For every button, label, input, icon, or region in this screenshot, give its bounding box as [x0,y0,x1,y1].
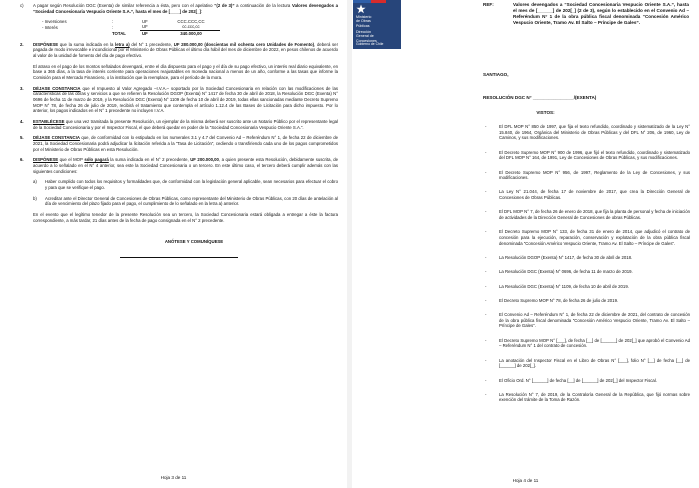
item-c-text: A pagar según Resolución DGC (Exenta) de similar referencia a ésta, pero con el apelativo “(2 de 3)” a continuación de la lectura Valores devengados a “Sociedad Concesionaria Vespucio Oriente S.A.”, hasta el mes de [____] de 202[_]: [33,3,339,14]
item-6-sub-b: b) Acreditar ante el Director General de Concesiones de Obras Públicas, como representante del Ministerio de Obras Públicas, con 20 días de antelación al día de vencimiento del plazo fijado para el pago, el cumplimiento de lo señalado en la letra a) anterior. [33,195,338,207]
page-footer-left: Hoja 3 de 11 [160,475,187,480]
list-item: - El Decreto Supremo MOP N° [___], de fecha [__] de [______] de 202[_] que aprobó el Convenio Ad – Referéndum N° 1 del contrato de concesión. [485,337,690,349]
vistos-list [485,124,690,412]
vistos-heading: VISTOS: [536,110,555,115]
page-footer-right: Hoja 4 de 11 [512,478,539,483]
closing-heading: ANÓTESE Y COMUNÍQUESE [164,239,224,245]
list-item: - La Ley N° 21.044, de fecha 17 de noviembre de 2017, que crea la Dirección General de Concesiones de Obras Públicas. [485,189,690,201]
resolution-number: RESOLUCIÓN DGC N° ________________/(EXENTA) [483,95,597,100]
list-item: - El DFL MOP N° 850 de 1997, que fija el texto refundido, coordinado y sistematizado de la Ley N° 15.840, de 1964, Orgánica del Ministerio de Obras Públicas y del DFL N° 206, de 1960, Ley de Caminos, y sus modificaciones. [485,124,690,141]
item-6: 6. DISPÓNESE que el MOP sólo pagará la suma indicada en el N° 2 precedente, UF 200.000,00, a quien presente esta Resolución, debidamente suscrita, de acuerdo a lo señalado en el N° 4 anterior, sea este la Sociedad Concesionaria o un tercero. En este último caso, el tercero deberá cumplir además con las siguientes condiciones: [20,157,339,174]
item-3: 3. DÉJASE CONSTANCIA que el Impuesto al Valor Agregado –I.V.A.– soportado por la Sociedad Concesionaria en relación con las modificaciones de las características de las obras y servicios a que se refieren la Resolución DGOP (Exenta) N° 1417 de fecha 30 de abril de 2018, la Resolución DGC (Exenta) N° 0696 de fecha 11 de marzo de 2019, y la Resolución DGC (Exenta) N° 1109 de fecha 10 de abril de 2019, todas ellas sancionadas mediante Decreto Supremo MOP N° 78, de fecha 26 de julio de 2019, recibirá el tratamiento que contempla el artículo 1.12.4 de las Bases de Licitación para dicho impuesto. Por lo anterior, los pagos indicados en el N° 1 precedente no incluyen I.V.A. [20,85,338,114]
list-item: - La Resolución DGOP (Exenta) N° 1417, de fecha 30 de abril de 2018. [485,254,633,260]
ref-label: REF: [483,2,494,7]
list-item: - El Decreto Supremo MOP N° 78, de fecha 26 de julio de 2019. [485,297,619,303]
document-page-left [0,0,347,488]
item-5: 5. DÉJASE CONSTANCIA que, de conformidad con lo estipulado en los numerales 3.1 y 4.7 del Convenio Ad – Referéndum N° 1, de fecha 22 de diciembre de 2021, la Sociedad Concesionaria podrá adjudicar la licitación referida a la “Tasa de Licitación”, cediendo o transfiriendo cada uno de los pagos comprometidos por el Ministerio de Obras Públicas en esta Resolución. [20,135,338,152]
government-label: Gobierno de Chile [356,41,384,46]
flag-strip-red [371,0,386,3]
ministry-header-block: Ministerio de Obras Públicas Dirección General de Concesiones Gobierno de Chile [353,0,401,49]
government-seal-icon [356,4,366,14]
list-item: - El Oficio Ord. N° [______] de fecha [__] de [______] de 202[_] del Inspector Fiscal. [485,377,657,383]
list-item: - El Decreto Supremo MOP N° 133, de fecha 31 de enero de 2014, que adjudicó el contrato de concesión para la ejecución, reparación, conservación y explotación de la obra pública fiscal denominada “Concesión Américo Vespucio Oriente, Tramo Av. El Salto – Príncipe de Gales”. [485,229,690,246]
ref-text: Valores devengados a “Sociedad Concesionaria Vespucio Oriente S.A.”, hasta el mes de [______] de 202[_] (2 de 3), según lo establecido en el Convenio Ad – Referéndum N° 1 de la obra pública fiscal denominada “Concesión Américo Vespucio Oriente, Tramo Av. El Salto – Príncipe de Gales”. [513,2,689,26]
list-item: - El Decreto Supremo MOP N° 900 de 1996, que fijó el texto refundido, coordinado y sistematizado del DFL MOP N° 164, de 1991, Ley de Concesiones de Obras Públicas, y sus modificaciones. [485,149,690,161]
document-page-right [352,0,699,488]
money-table [40,18,220,36]
list-item: - La anotación del Inspector Fiscal en el Libro de Obras N° [___], folio N° [__] de fecha [__] de [______] de 202[_]. [485,357,690,369]
list-item: - El DFL MOP N° 7, de fecha 26 de enero de 2018, que fija la planta de personal y fecha de iniciación de actividades de la Dirección General de Concesiones de obras Públicas. [485,209,690,221]
city-label: SANTIAGO, [483,72,509,77]
item-6-final-paragraph: En el evento que el legítimo tenedor de la presente Resolución sea un tercero, la Sociedad Concesionaria estará obligada a entregar a éste la factura correspondiente, a más tardar, 21 días antes de la fecha de pago consignada en el N° 2 precedente. [33,212,338,223]
list-item: - La Resolución DGC (Exenta) N° 0696, de fecha 11 de marzo de 2019. [485,269,633,275]
flag-strip-blue [353,0,371,3]
list-item: - El Decreto Supremo MOP N° 956, de 1997, Reglamento de la Ley de Concesiones, y sus modificaciones. [485,169,690,181]
money-row: - Interés : UF cc.ccc,cc [42,24,200,30]
item-6-sub-a: a) Haber cumplido con todos los requisitos y formalidades que, de conformidad con la legislación general aplicable, sean necesarios para efectuar el cobro y para que se verifique el pago. [33,179,338,191]
item-c-letter: c) [20,3,24,8]
item-2-text: DISPÓNESE que la suma indicada en la letra a) del N° 1 precedente, UF 280.000,00 (doscientas mil ochenta cero Unidades de Fomento), deberá ser pagada de modo irrevocable e incondicional por el Ministerio de Obras Públicas el último día hábil del mes de diciembre de 2022, en pesos chilenos de acuerdo al valor de la unidad de fomento del día de pago efectivo. [33,41,339,59]
money-total-row: TOTAL UF 340.000,00 [40,31,220,37]
item-2-paragraph: El atraso en el pago de los montos señalados devengará, entre el día dispuesto para el pago y el día de su pago efectivo, un interés real diario equivalente, en base a 365 días, a la tasa de interés corriente para operaciones reajustables en moneda nacional a menos de un año, conforme a las tasas que informe la Comisión para el Mercado Financiero, o la institución que la reemplace, para el período de la mora. [33,63,338,81]
item-4: 4. ESTABLÉCESE que una vez tramitada la presente Resolución, un ejemplar de la misma deberá ser suscrito ante un Notario Público por el representante legal de la Sociedad Concesionaria y por el Inspector Fiscal, el que deberá quedar en poder de la “Sociedad Concesionaria Vespucio Oriente S.A.”. [20,119,338,130]
list-item: - La Resolución DGC (Exenta) N° 1109, de fecha 10 de abril de 2019. [485,283,629,289]
money-row: - Inversiones : UF CCC.CCC,CC [42,18,205,24]
list-item: - El Convenio Ad – Referéndum N° 1, de fecha 22 de diciembre de 2021, del contrato de concesión de la obra pública fiscal denominada “Concesión Américo Vespucio Oriente, Tramo Av. El Salto – Príncipe de Gales”. [485,312,690,329]
reference-block [483,2,689,26]
item-c [20,3,338,14]
signature-line [120,257,238,258]
list-item: - La Resolución N° 7, de 2019, de la Contraloría General de la República, que fijó normas sobre exención del trámite de la Toma de Razón. [485,391,690,403]
item-2: 2. DISPÓNESE que la suma indicada en la letra a) del N° 1 precedente, UF 280.000,00 (doscientas mil ochenta cero Unidades de Fomento), deberá ser pagada de modo irrevocable e incondicional por el Ministerio de Obras Públicas el último día hábil del mes de diciembre de 2022, en pesos chilenos de acuerdo al valor de la unidad de fomento del día de pago efectivo. El atraso en el pago de los montos señalados devengará, entre el día dispuesto para el pago y el día de su pago efectivo, un interés real diario equivalente, en base a 365 días, a la tasa de interés corriente para operaciones reajustables en moneda nacional a menos de un año, conforme a las tasas que informe la Comisión para el Mercado Financiero, o la institución que la reemplace, para el período de la mora. [20,41,339,81]
